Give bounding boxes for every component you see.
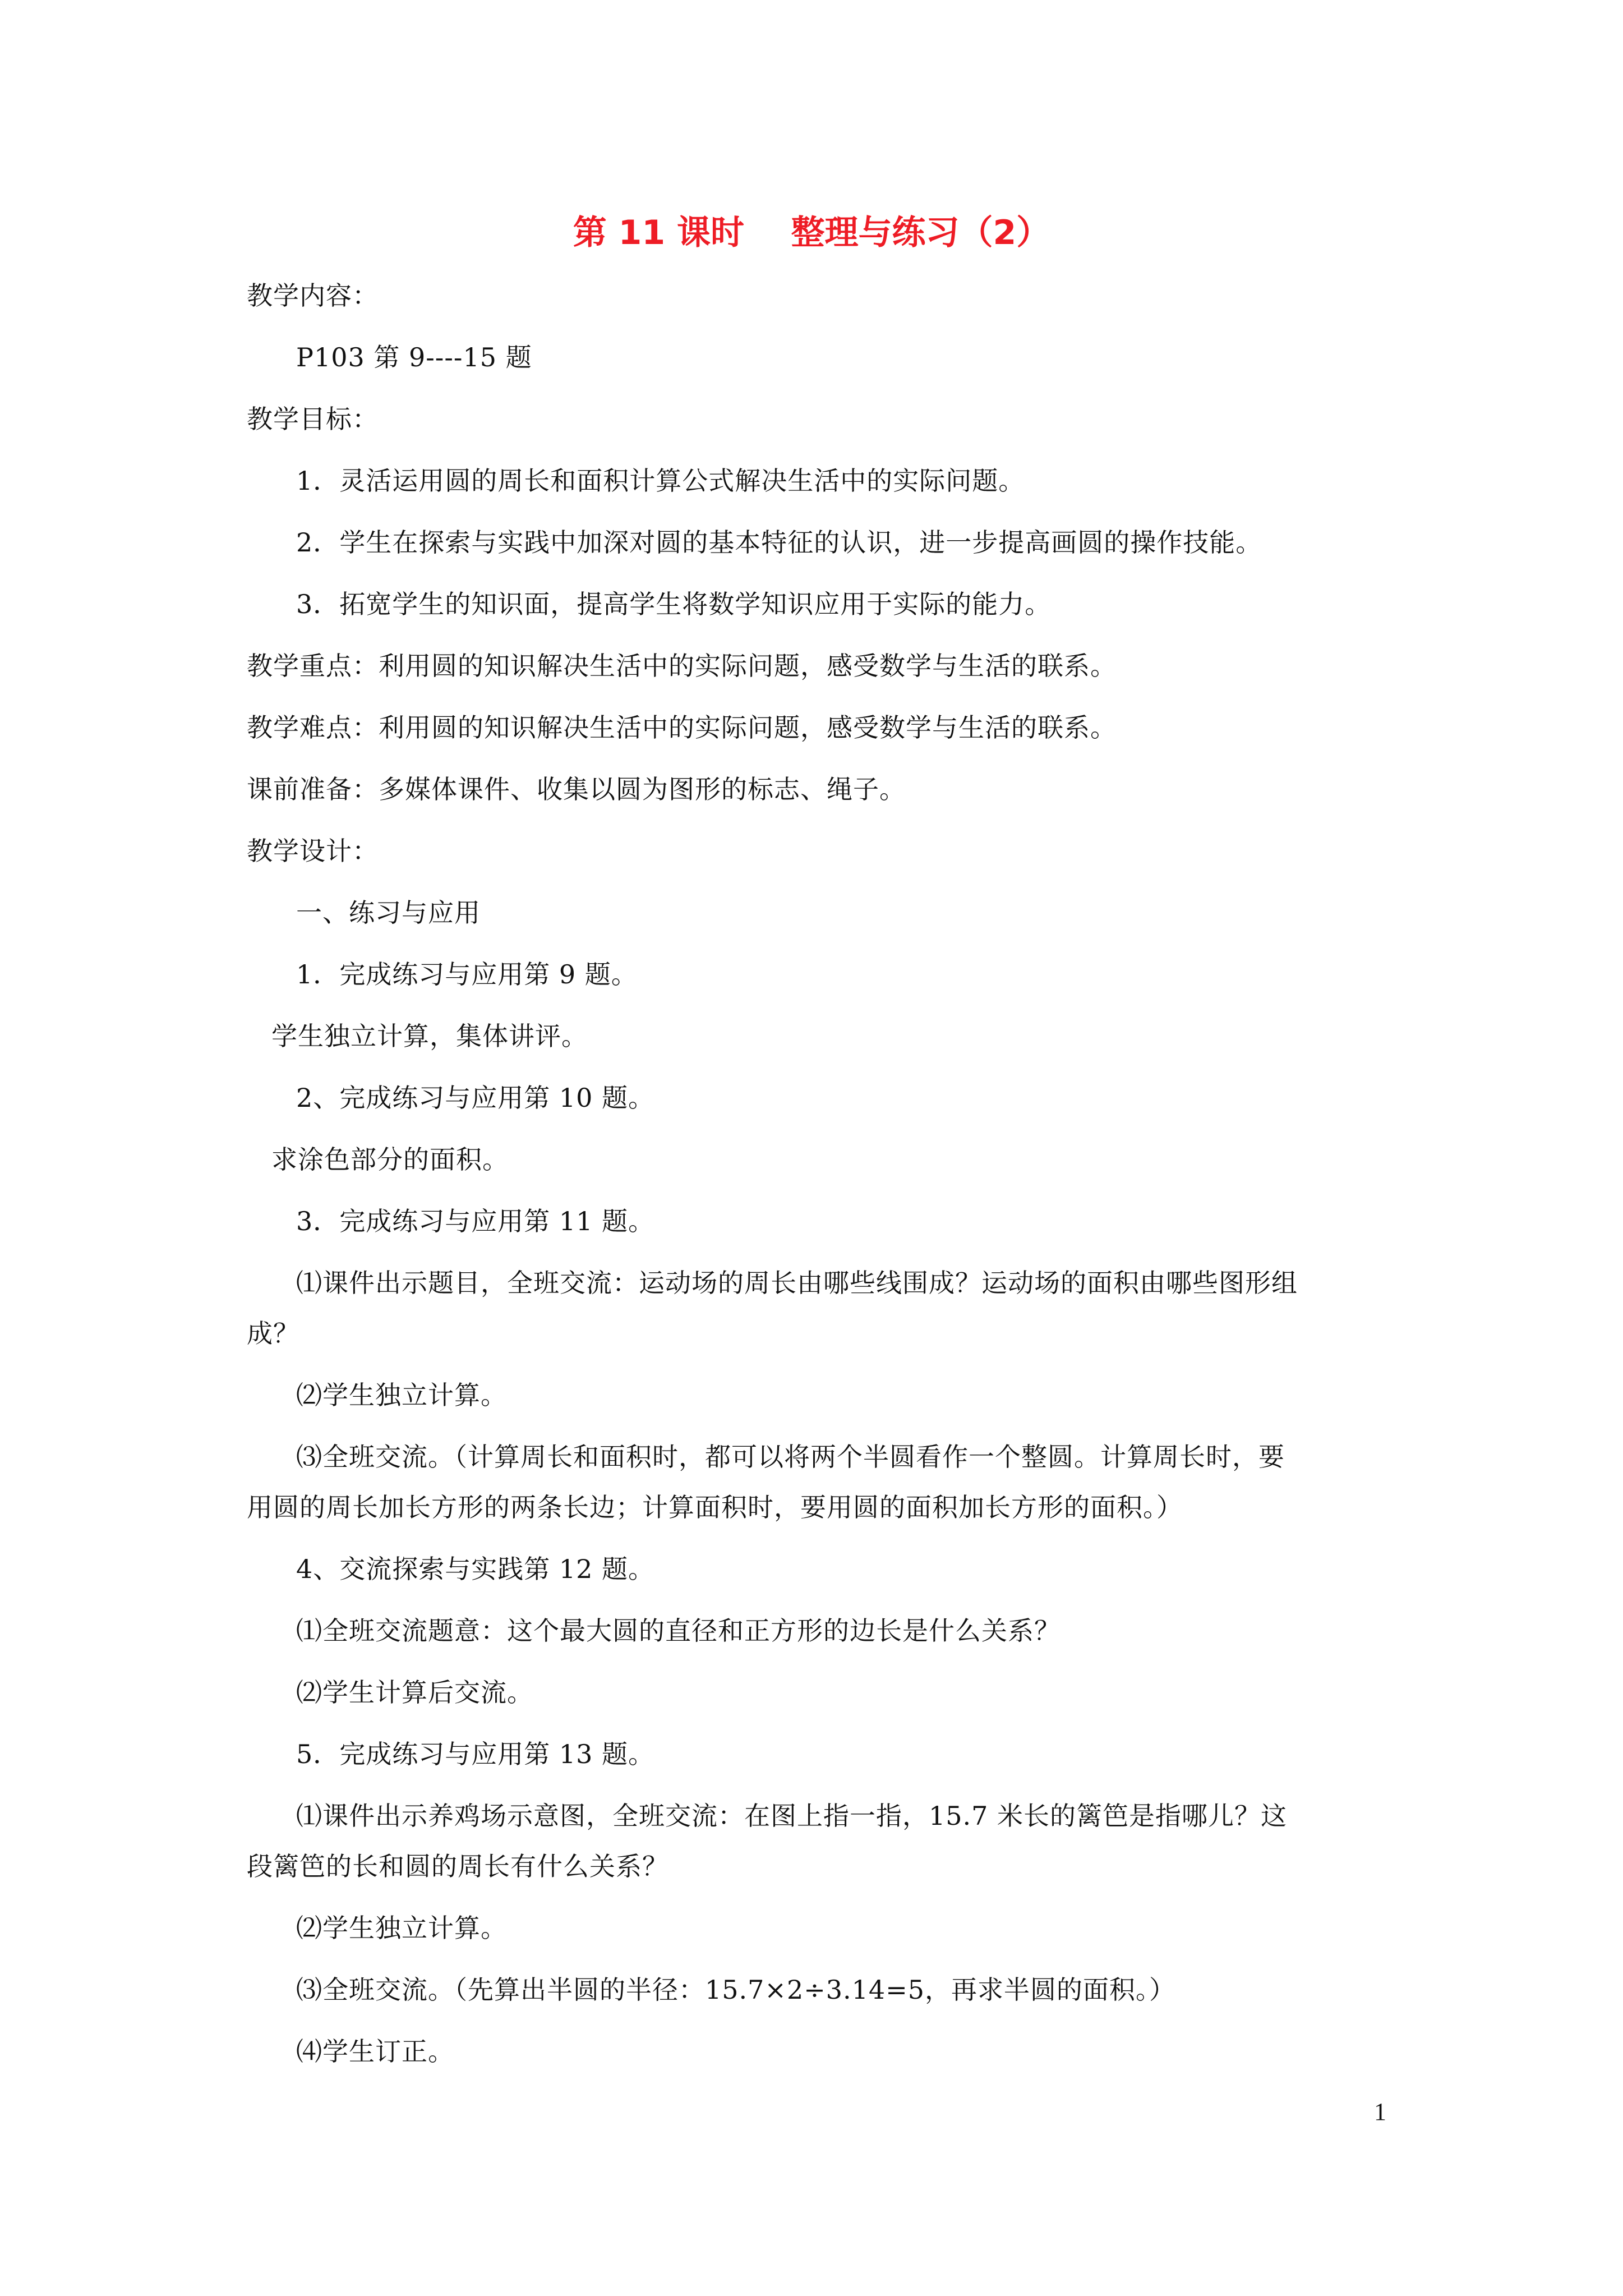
exercise-step: ⑵学生计算后交流。 — [296, 1677, 533, 1708]
exercise-step-continued: 段篱笆的长和圆的周长有什么关系？ — [247, 1851, 668, 1881]
exercise-step: ⑶全班交流。（计算周长和面积时，都可以将两个半圆看作一个整圆。计算周长时，要 — [296, 1442, 1285, 1472]
section-heading-content: 教学内容： — [247, 280, 379, 311]
preparation: 课前准备：多媒体课件、收集以圆为图形的标志、绳子。 — [247, 774, 906, 804]
objective-item: 2．学生在探索与实践中加深对圆的基本特征的认识，进一步提高画圆的操作技能。 — [296, 527, 1262, 558]
exercise-step: ⑶全班交流。（先算出半圆的半径：15.7×2÷3.14=5，再求半圆的面积。） — [296, 1975, 1176, 2005]
section-heading-objectives: 教学目标： — [247, 404, 379, 434]
objective-item: 3．拓宽学生的知识面，提高学生将数学知识应用于实际的能力。 — [296, 589, 1052, 619]
section-heading-design: 教学设计： — [247, 836, 379, 866]
exercise-step: ⑵学生独立计算。 — [296, 1913, 507, 1943]
exercise-text: 学生独立计算，集体讲评。 — [271, 1021, 588, 1051]
exercise-item: 4、交流探索与实践第 12 题。 — [296, 1554, 655, 1584]
key-points: 教学重点：利用圆的知识解决生活中的实际问题，感受数学与生活的联系。 — [247, 651, 1117, 681]
exercise-item: 1．完成练习与应用第 9 题。 — [296, 959, 638, 990]
exercise-step-continued: 用圆的周长加长方形的两条长边；计算面积时，要用圆的面积加长方形的面积。） — [247, 1492, 1183, 1522]
content-text: P103 第 9----15 题 — [296, 342, 532, 372]
subsection-heading: 一、练习与应用 — [296, 898, 481, 928]
exercise-step: ⑵学生独立计算。 — [296, 1380, 507, 1410]
difficult-points: 教学难点：利用圆的知识解决生活中的实际问题，感受数学与生活的联系。 — [247, 712, 1117, 743]
exercise-item: 5．完成练习与应用第 13 题。 — [296, 1739, 655, 1769]
exercise-step: ⑴课件出示养鸡场示意图，全班交流：在图上指一指，15.7 米长的篱笆是指哪儿？这 — [296, 1801, 1288, 1831]
exercise-item: 3．完成练习与应用第 11 题。 — [296, 1206, 655, 1236]
exercise-step: ⑴全班交流题意：这个最大圆的直径和正方形的边长是什么关系？ — [296, 1616, 1061, 1646]
exercise-step: ⑷学生订正。 — [296, 2036, 454, 2067]
page-number: 1 — [1374, 2098, 1386, 2125]
exercise-item: 2、完成练习与应用第 10 题。 — [296, 1083, 655, 1113]
exercise-text: 求涂色部分的面积。 — [271, 1144, 509, 1175]
page-title: 第 11 课时 整理与练习（2） — [573, 213, 1050, 252]
exercise-step-continued: 成？ — [247, 1318, 299, 1349]
exercise-step: ⑴课件出示题目，全班交流：运动场的周长由哪些线围成？运动场的面积由哪些图形组 — [296, 1268, 1298, 1298]
objective-item: 1．灵活运用圆的周长和面积计算公式解决生活中的实际问题。 — [296, 466, 1025, 496]
